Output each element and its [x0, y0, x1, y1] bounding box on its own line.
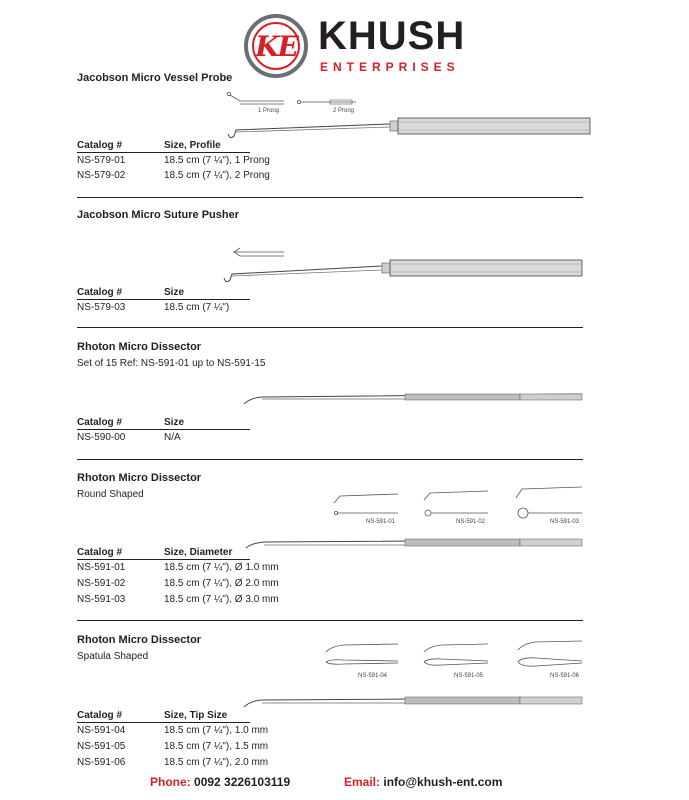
section-title-spatula-shaped: Rhoton Micro Dissector	[77, 634, 202, 646]
table-cell-catalog: NS-579-03	[77, 302, 126, 313]
table-cell-size: 18.5 cm (7 ¼"), 1.5 mm	[164, 741, 269, 752]
section-title-rhoton-set: Rhoton Micro Dissector	[77, 341, 202, 353]
table-cell-catalog: NS-591-03	[77, 594, 126, 605]
header-underline	[77, 559, 250, 560]
column-header-catalog: Catalog #	[77, 287, 123, 298]
section-divider	[77, 620, 583, 621]
table-cell-catalog: NS-591-01	[77, 562, 126, 573]
figure-label-ns-591-05: NS-591-05	[454, 673, 484, 679]
header-underline	[77, 152, 250, 153]
footer-phone	[150, 775, 290, 789]
table-cell-size: N/A	[164, 432, 181, 443]
figure-label-ns-591-04: NS-591-04	[358, 673, 388, 679]
logo-inner-circle	[252, 22, 300, 70]
column-header-size: Size, Profile	[164, 140, 221, 151]
column-header-size: Size, Diameter	[164, 547, 233, 558]
figure-label-ns-591-03: NS-591-03	[550, 519, 580, 525]
header-underline	[77, 429, 250, 430]
table-cell-size: 18.5 cm (7 ¼"), Ø 3.0 mm	[164, 594, 279, 605]
footer-email	[344, 775, 502, 789]
table-cell-catalog: NS-591-04	[77, 725, 126, 736]
phone-number[interactable]: 0092 3226103119	[194, 775, 291, 789]
header-underline	[77, 722, 250, 723]
figure-label-ns-591-02: NS-591-02	[456, 519, 486, 525]
table-cell-catalog: NS-579-01	[77, 155, 126, 166]
column-header-catalog: Catalog #	[77, 140, 123, 151]
table-cell-size: 18.5 cm (7 ¼"), Ø 1.0 mm	[164, 562, 279, 573]
column-header-size: Size	[164, 417, 185, 428]
figure-label-ns-591-06: NS-591-06	[550, 673, 580, 679]
section-subtitle-spatula-shaped: Spatula Shaped	[77, 651, 149, 662]
table-cell-catalog: NS-590-00	[77, 432, 126, 443]
section-divider	[77, 459, 583, 460]
brand-subtitle: ENTERPRISES	[320, 60, 460, 74]
section-title-suture-pusher: Jacobson Micro Suture Pusher	[77, 209, 239, 221]
section-divider	[77, 197, 583, 198]
column-header-catalog: Catalog #	[77, 417, 123, 428]
table-cell-catalog: NS-579-02	[77, 170, 126, 181]
logo-monogram: KE	[255, 30, 297, 63]
column-header-catalog: Catalog #	[77, 710, 123, 721]
table-cell-size: 18.5 cm (7 ¼"), 2 Prong	[164, 170, 270, 181]
header-underline	[77, 299, 250, 300]
table-cell-size: 18.5 cm (7 ¼"), 2.0 mm	[164, 757, 269, 768]
section-divider	[77, 327, 583, 328]
table-cell-catalog: NS-591-05	[77, 741, 126, 752]
figure-label-ns-591-01: NS-591-01	[366, 519, 396, 525]
email-label: Email:	[344, 775, 381, 789]
table-cell-size: 18.5 cm (7 ¼"), 1 Prong	[164, 155, 270, 166]
column-header-size: Size	[164, 287, 185, 298]
brand-name: KHUSH	[318, 14, 466, 58]
figure-label-1-prong: 1 Prong	[258, 108, 280, 114]
email-link[interactable]: info@khush-ent.com	[383, 775, 503, 789]
table-cell-size: 18.5 cm (7 ¼")	[164, 302, 230, 313]
column-header-catalog: Catalog #	[77, 547, 123, 558]
section-title-round-shaped: Rhoton Micro Dissector	[77, 472, 202, 484]
column-header-size: Size, Tip Size	[164, 710, 228, 721]
table-cell-catalog: NS-591-06	[77, 757, 126, 768]
table-cell-size: 18.5 cm (7 ¼"), Ø 2.0 mm	[164, 578, 279, 589]
table-cell-size: 18.5 cm (7 ¼"), 1.0 mm	[164, 725, 269, 736]
section-subtitle-round-shaped: Round Shaped	[77, 489, 144, 500]
section-title-vessel-probe: Jacobson Micro Vessel Probe	[77, 72, 233, 84]
table-cell-catalog: NS-591-02	[77, 578, 126, 589]
phone-label: Phone:	[150, 775, 191, 789]
figure-label-2-prong: 2 Prong	[333, 108, 355, 114]
section-subtitle-rhoton-set: Set of 15 Ref: NS-591-01 up to NS-591-15	[77, 358, 266, 369]
logo-ring	[244, 14, 308, 78]
